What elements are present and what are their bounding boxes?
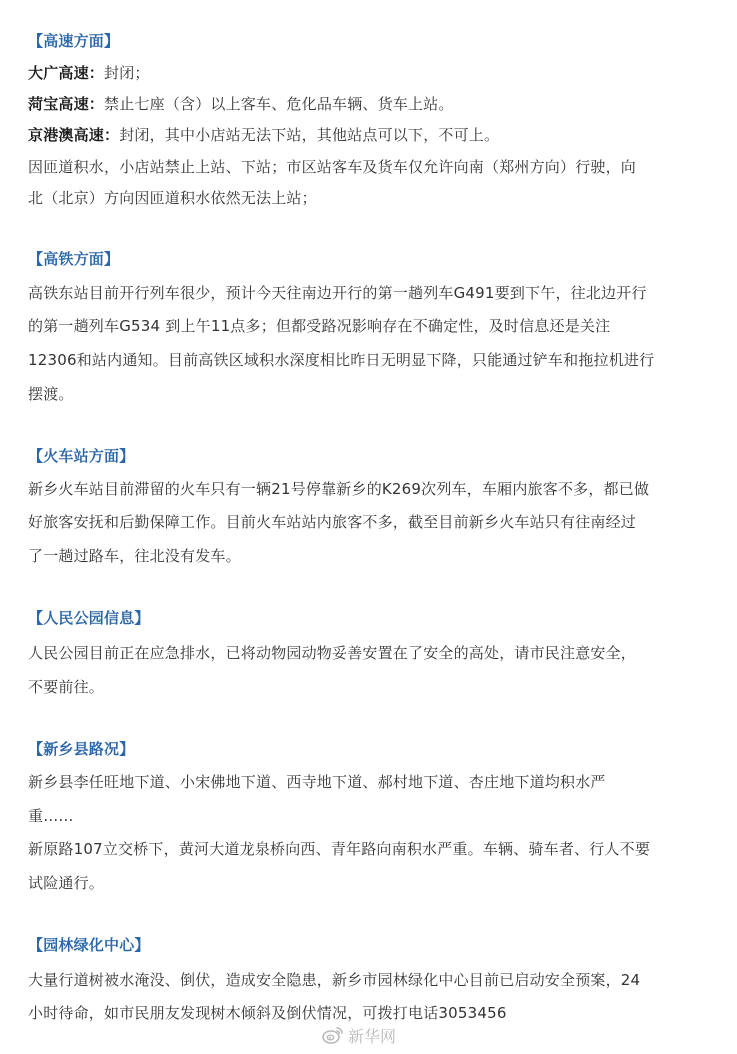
- highway-hebao-text: 禁止七座（含）以上客车、危化品车辆、货车上站。: [104, 95, 454, 113]
- highway-jinggangao-text: 封闭，其中小店站无法下站，其他站点可以下，不可上。: [119, 126, 500, 144]
- highspeed-rail-line: 摆渡。: [28, 385, 74, 403]
- train-station-line: 了一趟过路车，往北没有发车。: [28, 547, 241, 565]
- highway-daguang-text: 封闭；: [104, 64, 150, 82]
- highway-hebao-label: 菏宝高速：: [28, 95, 105, 113]
- xinxiang-county-line: 试险通行。: [28, 874, 105, 892]
- highspeed-rail-line: 的第一趟列车G534 到上午11点多；但都受路况影响存在不确定性，及时信息还是关注: [28, 317, 611, 335]
- section-heading-highspeed-rail: 【高铁方面】: [28, 250, 120, 268]
- watermark: [322, 1023, 396, 1047]
- highway-note-line: 因匝道积水，小店站禁止上站、下站；市区站客车及货车仅允许向南（郑州方向）行驶，向: [28, 158, 637, 176]
- section-heading-highway: 【高速方面】: [28, 32, 120, 50]
- highspeed-rail-line: 高铁东站目前开行列车很少，预计今天往南边开行的第一趟列车G491要到下午，往北边开行: [28, 284, 647, 302]
- landscaping-center-line: 小时待命，如市民朋友发现树木倾斜及倒伏情况，可拨打电话3053456: [28, 1004, 507, 1022]
- section-heading-xinxiang-county: 【新乡县路况】: [28, 740, 135, 758]
- xinxiang-county-line: 新原路107立交桥下，黄河大道龙泉桥向西、青年路向南积水严重。车辆、骑车者、行人不要: [28, 840, 651, 858]
- highway-note-line: 北（北京）方向因匝道积水依然无法上站；: [28, 189, 317, 207]
- section-heading-train-station: 【火车站方面】: [28, 447, 135, 465]
- xinxiang-county-line: 新乡县李任旺地下道、小宋佛地下道、西寺地下道、郝村地下道、杏庄地下道均积水严: [28, 773, 606, 791]
- xinxiang-county-line: 重……: [28, 807, 74, 825]
- section-heading-peoples-park: 【人民公园信息】: [28, 609, 150, 627]
- train-station-line: 新乡火车站目前滞留的火车只有一辆21号停靠新乡的K269次列车，车厢内旅客不多，都已做: [28, 480, 650, 498]
- train-station-line: 好旅客安抚和后勤保障工作。目前火车站站内旅客不多，截至目前新乡火车站只有往南经过: [28, 513, 637, 531]
- landscaping-center-line: 大量行道树被水淹没、倒伏，造成安全隐患，新乡市园林绿化中心目前已启动安全预案，24: [28, 971, 641, 989]
- peoples-park-line: 人民公园目前正在应急排水，已将动物园动物妥善安置在了安全的高处，请市民注意安全，: [28, 644, 637, 662]
- watermark-text: 新华网: [348, 1026, 397, 1046]
- highway-jinggangao-label: 京港澳高速：: [28, 126, 120, 144]
- weibo-logo-icon: [322, 1025, 344, 1045]
- highspeed-rail-line: 12306和站内通知。目前高铁区域积水深度相比昨日无明显下降，只能通过铲车和拖拉机进行: [28, 351, 655, 369]
- highway-daguang-line: [28, 63, 718, 83]
- highway-hebao-line: [28, 94, 718, 114]
- highway-jinggangao-line: [28, 125, 718, 145]
- section-heading-landscaping-center: 【园林绿化中心】: [28, 936, 150, 954]
- peoples-park-line: 不要前往。: [28, 678, 105, 696]
- highway-daguang-label: 大广高速：: [28, 64, 105, 82]
